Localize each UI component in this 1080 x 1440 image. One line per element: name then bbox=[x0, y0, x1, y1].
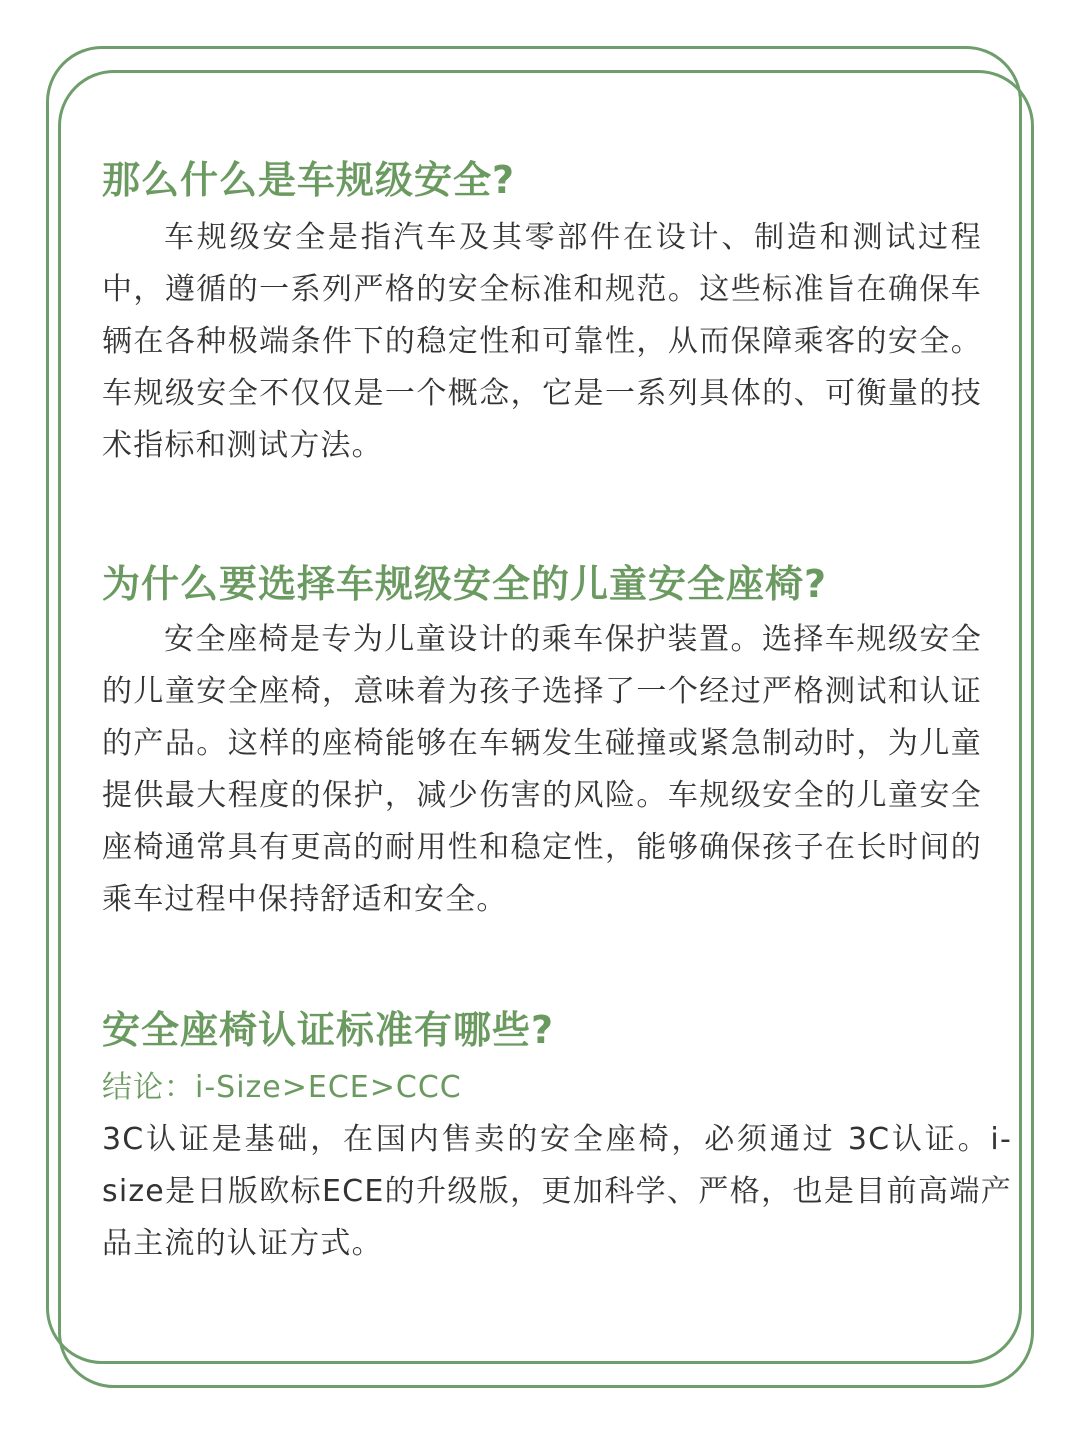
section-2-heading: 为什么要选择车规级安全的儿童安全座椅? bbox=[102, 562, 828, 606]
section-1-heading: 那么什么是车规级安全? bbox=[102, 158, 516, 202]
section-2-body: 安全座椅是专为儿童设计的乘车保护装置。选择车规级安全的儿童安全座椅，意味着为孩子选择了一个经过严格测试和认证的产品。这样的座椅能够在车辆发生碰撞或紧急制动时，为儿童提供最大程度的保护，减少伤害的风险。车规级安全的儿童安全座椅通常具有更高的耐用性和稳定性，能够确保孩子在长时间的乘车过程中保持舒适和安全。 bbox=[102, 622, 982, 917]
section-3-body: 3C认证是基础，在国内售卖的安全座椅，必须通过 3C认证。i-size是日版欧标ECE的升级版，更加科学、严格，也是目前高端产品主流的认证方式。 bbox=[102, 1122, 1012, 1261]
section-1-body: 车规级安全是指汽车及其零部件在设计、制造和测试过程中，遵循的一系列严格的安全标准和规范。这些标准旨在确保车辆在各种极端条件下的稳定性和可靠性，从而保障乘客的安全。车规级安全不仅仅是一个概念，它是一系列具体的、可衡量的技术指标和测试方法。 bbox=[102, 220, 982, 463]
section-3-heading: 安全座椅认证标准有哪些? bbox=[102, 1008, 555, 1052]
section-3-conclusion: 结论：i-Size>ECE>CCC bbox=[102, 1070, 462, 1105]
